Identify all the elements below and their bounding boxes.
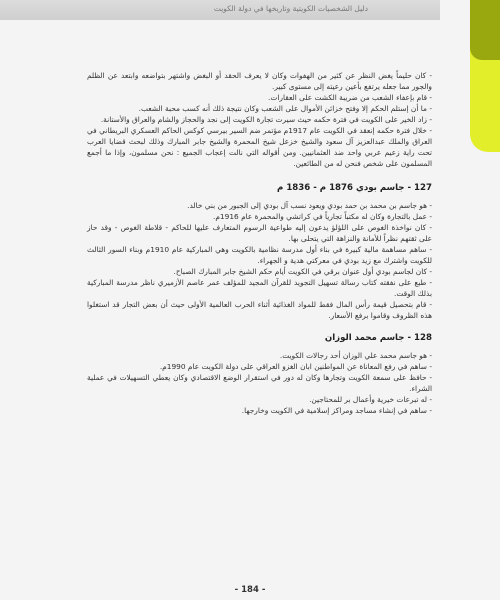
section-bullet: - طبع على نفقته كتاب رسالة تسهيل التجويد للقرآن المجيد للمؤلف عمر عاصم الأزميري ناظر مدرسة المباركية بذلك الوقت. — [87, 278, 432, 298]
chapter-tab-dark — [470, 0, 500, 60]
page-number: - 184 - — [234, 585, 266, 595]
intro-bullet: - زاد الخير على الكويت في فترة حكمه حيث سيرت تجارة الكويت إلى نجد والحجاز والشام والعراق والأستانة. — [100, 115, 432, 124]
section-bullet: - هو جاسم بن محمد بن حمد بودي ويعود نسب آل بودي إلى الجبور من بني خالد. — [187, 201, 432, 210]
section-bullet: - له تبرعات خيرية وأعمال بر للمحتاجين. — [309, 395, 432, 404]
section-bullet: - قام بتحصيل قيمة رأس المال فقط للمواد الغذائية أثناء الحرب العالمية الأولى حيث أن بعض التجار قد استغلوا هذه الظروف وقاموا برفع الأسعار. — [87, 300, 432, 320]
section-bullet: - حافظ على سمعة الكويت وتجارها وكان له دور في استقرار الوضع الاقتصادي وكان يعطي التسهيلات في عملية الشراء. — [87, 373, 432, 393]
section-bullet: - هو جاسم محمد علي الوزان أحد رجالات الكويت. — [279, 351, 432, 360]
intro-bullet: - ما أن إستلم الحكم إلا وفتح خزائن الأموال على الشعب وكان نتيجة ذلك أنه كسب محبة الشعب. — [138, 104, 432, 113]
running-header: دليل الشخصيات الكويتية وتاريخها في دولة الكويت — [213, 4, 368, 13]
section-bullet: - ساهم في رفع المعاناة عن المواطنين ابان الغزو العراقي على دولة الكويت عام 1990م. — [159, 362, 432, 371]
section-title: 127 - جاسم بودي 1876 م - 1836 م — [277, 183, 432, 193]
section-bullet: - عمل بالتجارة وكان له مكتباً تجارياً في كراتشي والمحمرة عام 1916م. — [212, 212, 432, 221]
section-bullet: - كان نواخذة الغوص على اللؤلؤ يدعون إليه طواعية الرسوم المتعارف عليها للحاكم - قلاطة الغوص - وقد حاز على ثقتهم نظراً للأمانة والنزاهة التي يتحلى بها. — [87, 223, 432, 243]
intro-bullet: - خلال فترة حكمه إنعقد في الكويت عام 1917م مؤتمر ضم السير بيرسي كوكس الحاكم العسكري البريطاني في العراق والملك عبدالعزيز آل سعود والشيخ خزعل شيخ المحمرة والشيخ جابر المبارك وذلك لبحث قضايا العرب تحت راية زعيم عربي واحد ضد العثمانيين. ومن أقواله التي نالت إعجاب الجميع : نحن مسلمون، وإذا ما أجمع المسلمون على شخص فنحن له من الطائعين. — [87, 126, 432, 168]
section-bullet: - ساهم مساهمة مالية كبيرة في بناء أول مدرسة نظامية بالكويت وهي المباركية عام 1910م وبناء السور الثالث للكويت واشترك مع زيد بودي في معركتي هدية و الجهراء. — [87, 245, 432, 265]
section-bullet: - ساهم في إنشاء مساجد ومراكز إسلامية في الكويت وخارجها. — [241, 406, 432, 415]
intro-bullet: - كان حليماً يغض النظر عن كثير من الهفوات وكان لا يعرف الحقد أو البغض واشتهر بتواضعه وابتعد عن الظلم والجور مما جعله يرتفع بأعين رعيته إلى مستوى كبير. — [87, 71, 432, 91]
page-content — [87, 70, 432, 416]
intro-bullet: - قام بإعفاء الشعب من ضريبة الكشت على العقارات. — [268, 93, 432, 102]
section-title: 128 - جاسم محمد الوزان — [324, 333, 432, 343]
section-bullet: - كان لجاسم بودي أول عنوان برقي في الكويت أيام حكم الشيخ جابر المبارك الصباح. — [173, 267, 432, 276]
header-bar — [0, 0, 440, 20]
